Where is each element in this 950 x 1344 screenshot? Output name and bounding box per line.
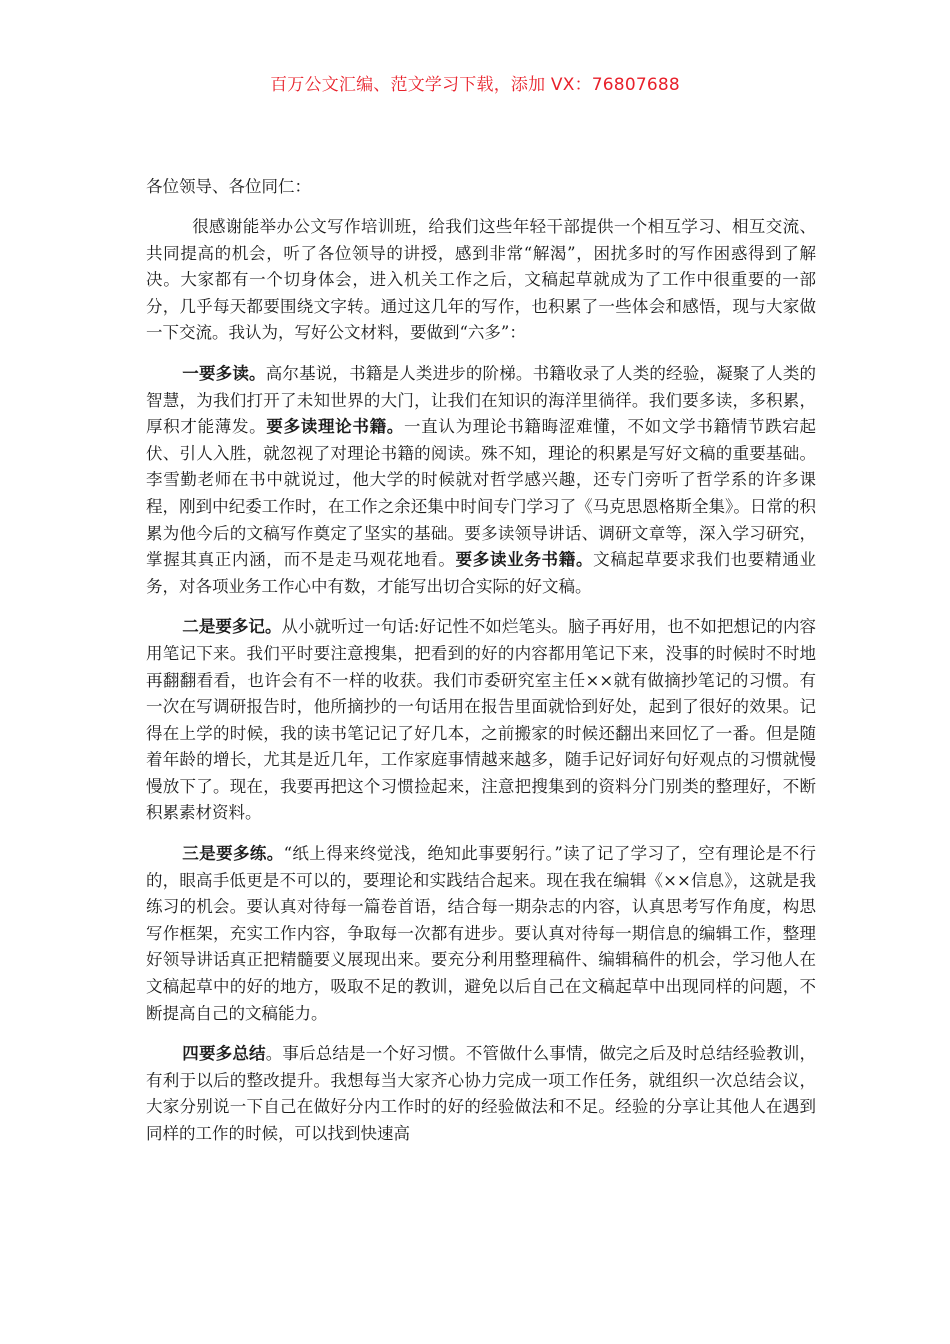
salutation: 各位领导、各位同仁：: [146, 177, 311, 196]
bold-phrase: 要多读理论书籍。: [266, 417, 404, 437]
bold-phrase: 要多读业务书籍。: [455, 550, 594, 570]
intro-paragraph: 很感谢能举办公文写作培训班，给我们这些年轻干部提供一个相互学习、相互交流、共同提高的机会，听了各位领导的讲授，感到非常“解渴”，困扰多时的写作困惑得到了解决。大家都有一个切身体会，进入机关工作之后，文稿起草就成为了工作中很重要的一部分，几乎每天都要围绕文字转。通过这几年的写作，也积累了一些体会和感悟，现与大家做一下交流。我认为，写好公文材料，要做到“六多”：: [146, 217, 816, 343]
paragraph-record-more: [146, 614, 816, 827]
paragraph-text: 一直认为理论书籍晦涩难懂，不如文学书籍情节跌宕起伏、引人入胜，就忽视了对理论书籍的阅读。殊不知，理论的积累是写好文稿的重要基础。李雪勤老师在书中就说过，他大学的时候就对哲学感兴趣，还专门旁听了哲学系的许多课程，刚到中纪委工作时，在工作之余还集中时间专门学习了《马克思恩格斯全集》。日常的积累为他今后的文稿写作奠定了坚实的基础。要多读领导讲话、调研文章等，深入学习研究，掌握其真正内涵，而不是走马观花地看。: [146, 417, 817, 570]
paragraph-heading: 四要多总结: [182, 1044, 266, 1064]
paragraph-text: 从小就听过一句话:好记性不如烂笔头。脑子再好用，也不如把想记的内容用笔记下来。我们平时要注意搜集，把看到的好的内容都用笔记下来，没事的时候时不时地再翻翻看看，也许会有不一样的收获。我们市委研究室主任××就有做摘抄笔记的习惯。有一次在写调研报告时，他所摘抄的一句话用在报告里面就恰到好处，起到了很好的效果。记得在上学的时候，我的读书笔记记了好几本，之前搬家的时候还翻出来回忆了一番。但是随着年龄的增长，尤其是近几年，工作家庭事情越来越多，随手记好词好句好观点的习惯就慢慢放下了。现在，我要再把这个习惯捡起来，注意把搜集到的资料分门别类的整理好，不断积累素材资料。: [146, 617, 817, 823]
watermark-header: 百万公文汇编、范文学习下载，添加 VX：76807688: [270, 75, 680, 95]
paragraph-text: “纸上得来终觉浅，绝知此事要躬行。”读了记了学习了，空有理论是不行的，眼高手低更是不可以的，要理论和实践结合起来。现在我在编辑《××信息》，这就是我练习的机会。要认真对待每一篇卷首语，结合每一期杂志的内容，认真思考写作角度，构思写作框架，充实工作内容，争取每一次都有进步。要认真对待每一期信息的编辑工作，整理好领导讲话真正把精髓要义展现出来。要充分利用整理稿件、编辑稿件的机会，学习他人在文稿起草中的好的地方，吸取不足的教训，避免以后自己在文稿起草中出现同样的问题，不断提高自己的文稿能力。: [146, 844, 817, 1023]
paragraph-summarize-more: [146, 1041, 816, 1147]
paragraph-practice-more: [146, 841, 816, 1027]
paragraph-heading: 一要多读。: [182, 363, 266, 383]
paragraph-text: 。事后总结是一个好习惯。不管做什么事情，做完之后及时总结经验教训，有利于以后的整改提升。我想每当大家齐心协力完成一项工作任务，就组织一次总结会议，大家分别说一下自己在做好分内工作时的好的经验做法和不足。经验的分享让其他人在遇到同样的工作的时候，可以找到快速高: [146, 1044, 817, 1143]
paragraph-text: 文稿起草要求我们也要精通业务，对各项业务工作心中有数，才能写出切合实际的好文稿。: [146, 550, 817, 596]
paragraph-text: 高尔基说，书籍是人类进步的阶梯。书籍收录了人类的经验，凝聚了人类的智慧，为我们打开了未知世界的大门，让我们在知识的海洋里徜徉。我们要多读，多积累，厚积才能薄发。: [146, 363, 817, 437]
paragraph-read-more: [146, 361, 816, 600]
paragraph-heading: 三是要多练。: [182, 844, 284, 864]
document-body: [146, 174, 816, 1162]
paragraph-heading: 二是要多记。: [182, 617, 282, 637]
